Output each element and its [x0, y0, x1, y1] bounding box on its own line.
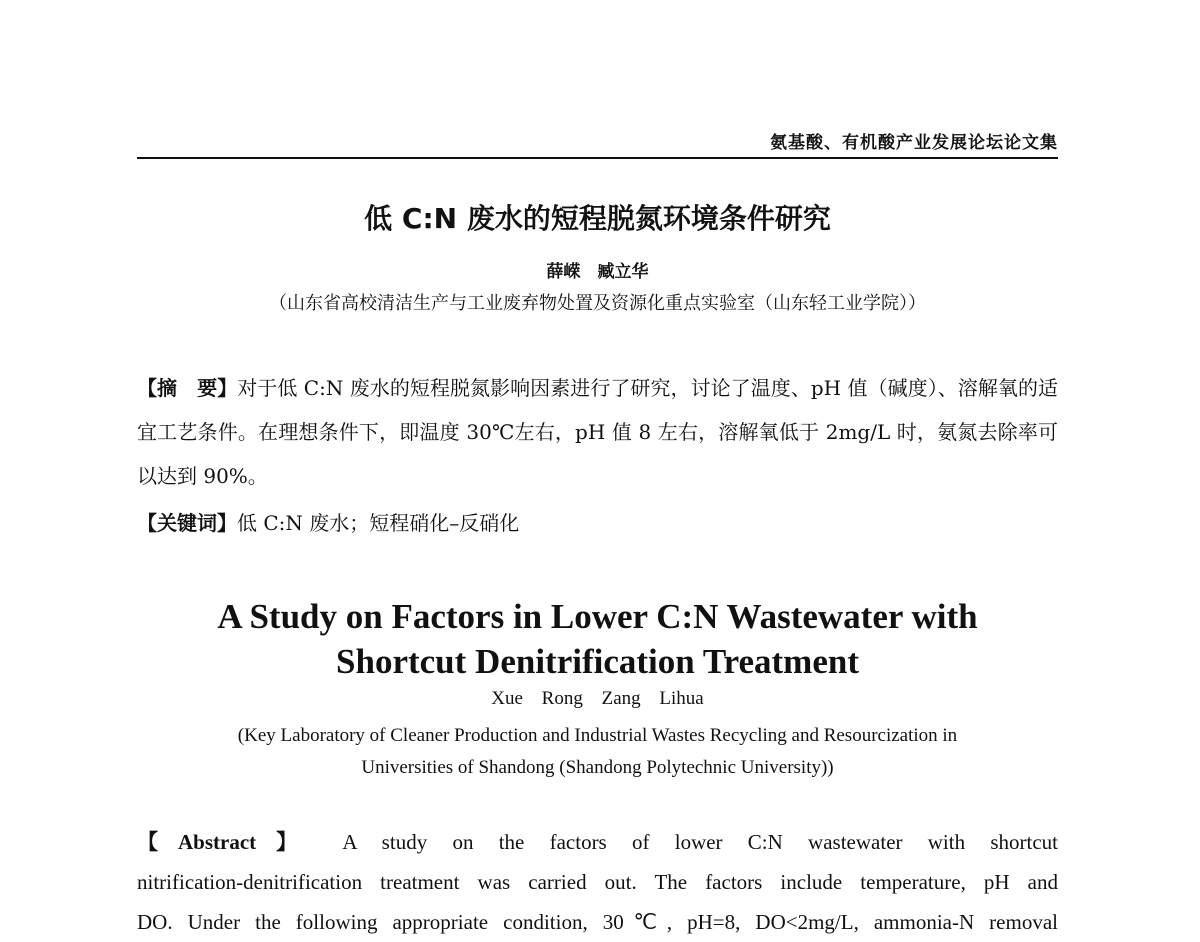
english-affiliation-line-1: (Key Laboratory of Cleaner Production and Industrial Wastes Recycling and Resourcization in	[237, 725, 958, 746]
english-abstract-label: 【Abstract】	[137, 830, 318, 854]
english-abstract-line-1-text: A study on the factors of lower C:N wastewater with shortcut	[342, 830, 1058, 854]
english-authors: Xue Rong Zang Lihua	[491, 688, 704, 709]
chinese-abstract	[137, 366, 1058, 498]
chinese-abstract-label: 【摘 要】	[137, 376, 238, 400]
english-affiliation-line-2: Universities of Shandong (Shandong Polytechnic University))	[361, 757, 834, 778]
chinese-keywords-text: 低 C:N 废水；短程硝化–反硝化	[237, 511, 520, 535]
chinese-title: 低 C:N 废水的短程脱氮环境条件研究	[364, 202, 831, 235]
chinese-affiliation: （山东省高校清洁生产与工业废弃物处置及资源化重点实验室（山东轻工业学院））	[269, 293, 926, 314]
english-abstract-line-3: DO. Under the following appropriate condition, 30℃, pH=8, DO<2mg/L, ammonia-N removal	[137, 910, 1058, 934]
english-abstract-line-2: nitrification-denitrification treatment was carried out. The factors include temperature, pH and	[137, 870, 1058, 894]
header-rule	[137, 157, 1058, 159]
english-abstract	[137, 822, 1058, 942]
english-abstract-line-1	[137, 822, 1058, 862]
chinese-authors: 薛嵘 臧立华	[546, 262, 649, 282]
chinese-abstract-text: 对于低 C:N 废水的短程脱氮影响因素进行了研究，讨论了温度、pH 值（碱度）、溶解氧的适宜工艺条件。在理想条件下，即温度 30℃左右，pH 值 8 左右，溶解氧低于 2mg/L 时，氨氮去除率可以达到 90%。	[137, 376, 1059, 488]
running-header: 氨基酸、有机酸产业发展论坛论文集	[770, 133, 1058, 153]
english-title-line-2: Shortcut Denitrification Treatment	[336, 642, 859, 681]
english-affiliation	[137, 720, 1058, 784]
english-title-line-1: A Study on Factors in Lower C:N Wastewater with	[217, 597, 978, 636]
chinese-keywords-label: 【关键词】	[137, 511, 237, 535]
chinese-keywords	[137, 506, 1058, 540]
english-title	[137, 594, 1058, 684]
